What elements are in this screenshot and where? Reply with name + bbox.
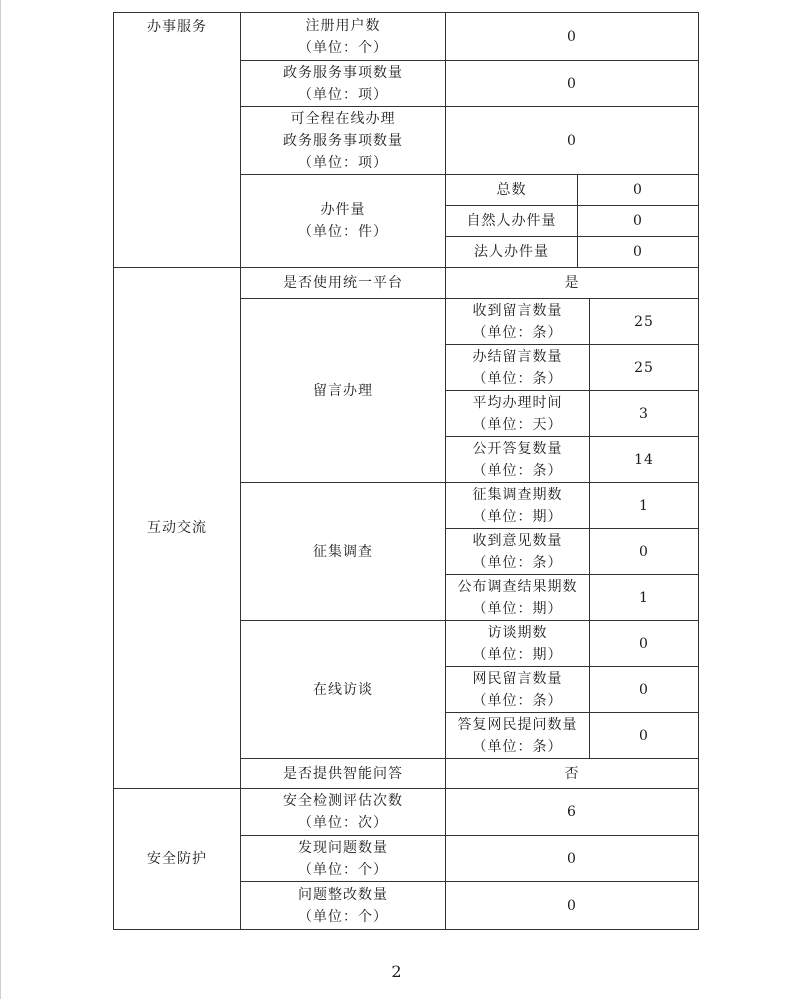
sub-label-cell-text: （单位：期）	[472, 600, 563, 617]
value-cell-text: 是	[564, 275, 580, 291]
value-cell-text: 25	[634, 359, 654, 376]
sub-label-cell-text: 公开答复数量	[472, 440, 563, 457]
value-cell-text: 1	[639, 589, 649, 606]
item-label-cell-text: （单位：项）	[298, 86, 388, 103]
item-label-cell	[240, 267, 446, 299]
value-cell-text: 0	[639, 543, 649, 560]
page-number: 2	[391, 962, 402, 981]
sub-label-cell-text: 自然人办件量	[466, 213, 557, 229]
item-label-cell	[240, 12, 446, 61]
sub-label-cell-text: 公布调查结果期数	[457, 578, 578, 595]
item-label-cell	[240, 106, 446, 175]
value-cell-text: 0	[639, 727, 649, 744]
value-cell-text: 0	[567, 75, 577, 92]
item-label-cell-text: 是否提供智能问答	[283, 765, 403, 782]
item-label-cell-text: （单位：次）	[298, 815, 388, 831]
item-label-cell	[240, 758, 446, 789]
value-cell-text: 0	[567, 850, 577, 867]
sub-label-cell	[445, 174, 578, 206]
item-label-cell-text: 发现问题数量	[298, 839, 388, 856]
value-cell-text: 0	[639, 635, 649, 652]
sub-label-cell	[445, 390, 590, 437]
value-cell-text: 1	[639, 497, 649, 514]
item-label-cell-text: （单位：个）	[298, 39, 388, 56]
value-cell	[589, 436, 699, 483]
item-label-cell-text: （单位：个）	[298, 908, 388, 925]
item-label-cell	[240, 620, 446, 759]
sub-label-cell-text: （单位：期）	[472, 508, 563, 525]
category-cell-text: 办事服务	[147, 19, 207, 35]
value-cell-text: 0	[567, 28, 577, 45]
category-cell	[113, 788, 241, 930]
value-cell-text: 0	[633, 213, 643, 229]
item-label-cell-text: 在线访谈	[313, 681, 373, 698]
value-cell-text: 0	[567, 897, 577, 914]
sub-label-cell-text: 办结留言数量	[472, 348, 563, 365]
value-cell-text: 0	[633, 244, 643, 260]
sub-label-cell-text: 访谈期数	[487, 624, 548, 641]
value-cell-text: 0	[567, 132, 577, 149]
sub-label-cell-text: （单位：天）	[472, 416, 563, 433]
sub-label-cell	[445, 436, 590, 483]
sub-label-cell	[445, 620, 590, 667]
category-cell-text: 安全防护	[147, 851, 207, 867]
item-label-cell-text: 政务服务事项数量	[283, 132, 403, 149]
sub-label-cell-text: （单位：条）	[472, 554, 563, 571]
value-cell	[589, 390, 699, 437]
item-label-cell-text: 征集调查	[313, 543, 373, 560]
sub-label-cell-text: 网民留言数量	[472, 670, 563, 687]
value-cell	[577, 174, 699, 206]
value-cell	[589, 528, 699, 575]
category-cell-text: 互动交流	[147, 520, 207, 536]
item-label-cell-text: 安全检测评估次数	[283, 793, 403, 809]
item-label-cell	[240, 482, 446, 621]
item-label-cell-text: 是否使用统一平台	[283, 275, 403, 291]
sub-label-cell-text: （单位：条）	[472, 462, 563, 479]
item-label-cell-text: （单位：件）	[298, 224, 388, 240]
value-cell	[577, 205, 699, 237]
value-cell	[589, 298, 699, 345]
sub-label-cell-text: （单位：条）	[472, 738, 563, 755]
sub-label-cell-text: （单位：条）	[472, 692, 563, 709]
value-cell	[589, 620, 699, 667]
sub-label-cell-text: 法人办件量	[474, 244, 549, 260]
value-cell	[589, 666, 699, 713]
item-label-cell-text: （单位：个）	[298, 861, 388, 878]
value-cell	[445, 267, 699, 299]
value-cell	[445, 881, 699, 930]
item-label-cell	[240, 835, 446, 882]
value-cell-text: 否	[564, 765, 580, 782]
sub-label-cell-text: 收到留言数量	[472, 302, 563, 319]
item-label-cell-text: 政务服务事项数量	[283, 64, 403, 81]
value-cell	[589, 574, 699, 621]
sub-label-cell	[445, 205, 578, 237]
category-cell	[113, 267, 241, 789]
value-cell	[445, 835, 699, 882]
item-label-cell-text: 留言办理	[313, 382, 373, 399]
item-label-cell	[240, 881, 446, 930]
sub-label-cell	[445, 528, 590, 575]
value-cell	[445, 12, 699, 61]
item-label-cell-text: 可全程在线办理	[290, 110, 396, 127]
item-label-cell-text: 办件量	[320, 202, 366, 218]
sub-label-cell	[445, 482, 590, 529]
value-cell	[589, 344, 699, 391]
sub-label-cell	[445, 574, 590, 621]
item-label-cell	[240, 174, 446, 268]
item-label-cell-text: （单位：项）	[298, 154, 388, 171]
item-label-cell	[240, 298, 446, 483]
sub-label-cell-text: 收到意见数量	[472, 532, 563, 549]
sub-label-cell-text: （单位：期）	[472, 646, 563, 663]
item-label-cell-text: 注册用户数	[305, 17, 381, 34]
value-cell	[589, 712, 699, 759]
value-cell-text: 3	[639, 405, 649, 422]
value-cell	[445, 758, 699, 789]
value-cell	[589, 482, 699, 529]
sub-label-cell-text: 征集调查期数	[472, 486, 563, 503]
value-cell	[445, 788, 699, 836]
sub-label-cell	[445, 298, 590, 345]
sub-label-cell	[445, 344, 590, 391]
value-cell	[577, 236, 699, 268]
value-cell-text: 0	[639, 681, 649, 698]
sub-label-cell-text: （单位：条）	[472, 370, 563, 387]
category-cell	[113, 12, 241, 268]
sub-label-cell-text: （单位：条）	[472, 324, 563, 341]
item-label-cell-text: 问题整改数量	[298, 886, 388, 903]
sub-label-cell	[445, 712, 590, 759]
value-cell-text: 25	[634, 313, 654, 330]
item-label-cell	[240, 60, 446, 107]
sub-label-cell	[445, 666, 590, 713]
value-cell	[445, 60, 699, 107]
sub-label-cell-text: 平均办理时间	[472, 394, 563, 411]
sub-label-cell-text: 总数	[496, 182, 527, 198]
value-cell	[445, 106, 699, 175]
sub-label-cell	[445, 236, 578, 268]
item-label-cell	[240, 788, 446, 836]
value-cell-text: 6	[567, 804, 577, 820]
sub-label-cell-text: 答复网民提问数量	[457, 716, 578, 733]
value-cell-text: 0	[633, 182, 643, 198]
value-cell-text: 14	[634, 451, 654, 468]
